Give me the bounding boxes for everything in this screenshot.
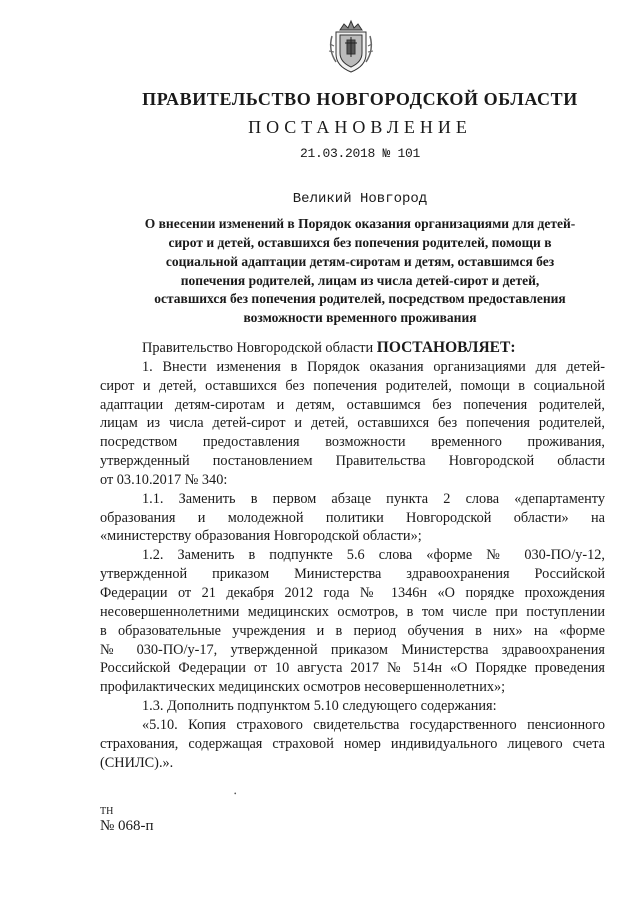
title-line: возможности временного проживания <box>243 310 477 326</box>
intro-paragraph <box>100 339 605 358</box>
paragraph-1-2-line: № 030-ПО/у-17, утвержденной приказом Министерства здравоохранения <box>100 641 605 658</box>
title-line: попечения родителей, лицам из числа детей-сирот и детей, <box>180 272 540 288</box>
intro-text: Правительство Новгородской области <box>142 340 377 356</box>
paragraph-1-2-line: в образовательные учреждения и в период обучения в них» на «форме <box>100 622 605 639</box>
footer-reference: № 068-п <box>100 818 154 834</box>
paragraph-1-2-line: утвержденной приказом Министерства здравоохранения Российской <box>100 566 605 583</box>
paragraph-1-2-line: 1.2. Заменить в подпункте 5.6 слова «форме № 030-ПО/у-12, <box>142 547 605 564</box>
date-number: 21.03.2018 № 101 <box>299 146 421 161</box>
government-name: ПРАВИТЕЛЬСТВО НОВГОРОДСКОЙ ОБЛАСТИ <box>142 89 578 109</box>
paragraph-1-line: адаптации детям-сиротам и детям, оставшимся без попечения родителей, <box>100 396 605 413</box>
document-type: ПОСТАНОВЛЕНИЕ <box>248 117 472 137</box>
title-line: социальной адаптации детям-сиротам и детям, оставшимся без <box>165 253 555 269</box>
document-title <box>110 215 610 328</box>
paragraph-1-line: от 03.10.2017 № 340: <box>100 471 228 488</box>
coat-of-arms-icon <box>326 16 376 76</box>
intro-decree: ПОСТАНОВЛЯЕТ: <box>376 339 516 356</box>
paragraph-1-line: утвержденный постановлением Правительства Новгородской области <box>100 453 605 470</box>
title-line: сирот и детей, оставшихся без попечения родителей, помощи в <box>168 234 552 250</box>
paragraph-1-1-line: образования и молодежной политики Новгородской области» на <box>100 509 605 526</box>
paragraph-5-10-line: «5.10. Копия страхового свидетельства государственного пенсионного <box>142 716 605 733</box>
paragraph-1-2-line: профилактических медицинских осмотров несовершеннолетних»; <box>100 679 506 696</box>
footer-initials: ТН <box>100 806 114 817</box>
paragraph-1-line: сирот и детей, оставшихся без попечения родителей, помощи в социальной <box>100 377 605 394</box>
paragraph-1-line: 1. Внести изменения в Порядок оказания организациями для детей- <box>142 358 605 375</box>
document-body <box>100 339 605 772</box>
paragraph-1-1-line: 1.1. Заменить в первом абзаце пункта 2 слова «департаменту <box>142 490 605 507</box>
paragraph-1-1-line: «министерству образования Новгородской области»; <box>100 528 422 545</box>
title-line: оставшихся без попечения родителей, посредством предоставления <box>154 291 566 307</box>
title-line: О внесении изменений в Порядок оказания организациями для детей- <box>144 216 576 231</box>
paragraph-1-2-line: несовершеннолетними медицинских осмотров, в том числе при поступлении <box>100 603 605 620</box>
city: Великий Новгород <box>292 191 428 207</box>
paragraph-1-3: 1.3. Дополнить подпунктом 5.10 следующего содержания: <box>142 698 497 715</box>
paragraph-1-2-line: Федерации от 21 декабря 2012 года № 1346н «О порядке прохождения <box>100 584 605 601</box>
paragraph-5-10-line: страхования, содержащая страховой номер индивидуального лицевого счета <box>100 735 605 752</box>
paragraph-1-2-line: Российской Федерации от 10 августа 2017 № 514н «О Порядке проведения <box>100 660 605 677</box>
paragraph-5-10-line: (СНИЛС).». <box>100 754 174 771</box>
paragraph-1-line: посредством предоставления возможности временного проживания, <box>100 434 605 451</box>
scan-mark: • <box>234 790 237 798</box>
paragraph-1-line: лицам из числа детей-сирот и детей, оставшихся без попечения родителей, <box>100 415 605 432</box>
